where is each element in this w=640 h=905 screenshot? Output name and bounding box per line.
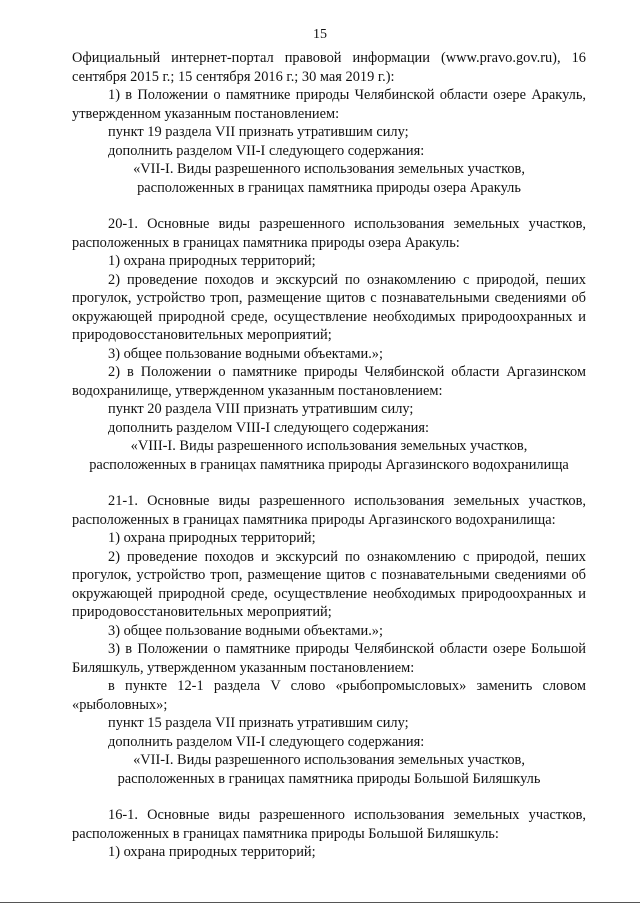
paragraph: 1) охрана природных территорий; [108, 253, 316, 269]
paragraph: дополнить разделом VII-I следующего содержания: [108, 733, 425, 750]
paragraph: 3) общее пользование водными объектами.»; [108, 622, 383, 639]
paragraph: 3) общее пользование водными объектами.»; [108, 345, 383, 362]
paragraph-spacer [72, 788, 586, 806]
paragraph: в пункте 12-1 раздела V слово «рыбопромысловых» заменить словом «рыболовных»; [72, 678, 586, 713]
section-heading-line: «VII-I. Виды разрешенного использования земельных участков, [133, 161, 525, 177]
section-heading-line: расположенных в границах памятника природы Большой Биляшкуль [117, 770, 541, 787]
paragraph: 1) охрана природных территорий; [108, 530, 316, 546]
paragraph: пункт 20 раздела VIII признать утратившим силу; [108, 401, 414, 417]
paragraph: дополнить разделом VII-I следующего содержания: [108, 142, 425, 159]
paragraph: 1) в Положении о памятнике природы Челябинской области озере Аракуль, утвержденном указанным постановлением: [72, 87, 586, 122]
page-bottom-rule [0, 902, 640, 903]
paragraph: 20-1. Основные виды разрешенного использования земельных участков, расположенных в границах памятника природы озера Аракуль: [72, 216, 586, 251]
paragraph: дополнить разделом VIII-I следующего содержания: [108, 419, 429, 436]
paragraph: 3) в Положении о памятнике природы Челябинской области озере Большой Биляшкуль, утвержденном указанным постановлением: [72, 641, 586, 676]
paragraph: пункт 15 раздела VII признать утратившим силу; [108, 715, 409, 731]
paragraph-spacer [72, 197, 586, 215]
section-heading-line: расположенных в границах памятника природы озера Аракуль [137, 179, 521, 196]
section-heading-line: «VII-I. Виды разрешенного использования земельных участков, [133, 752, 525, 768]
paragraph-spacer [72, 474, 586, 492]
paragraph: 21-1. Основные виды разрешенного использования земельных участков, расположенных в границах памятника природы Аргазинского водохранилища: [72, 493, 586, 528]
paragraph: Официальный интернет-портал правовой информации (www.pravo.gov.ru), 16 сентября 2015 г.; 15 сентября 2016 г.; 30 мая 2019 г.): [72, 50, 586, 85]
paragraph: 1) охрана природных территорий; [108, 844, 316, 860]
paragraph: 2) проведение походов и экскурсий по ознакомлению с природой, пеших прогулок, устройство троп, размещение щитов с познавательными сведениями об окружающей природной среде, осуществление необходимых природоохранных и природовосстановительных мероприятий; [72, 548, 586, 620]
paragraph: 2) проведение походов и экскурсий по ознакомлению с природой, пеших прогулок, устройство троп, размещение щитов с познавательными сведениями об окружающей природной среде, осуществление необходимых природоохранных и природовосстановительных мероприятий; [72, 271, 586, 343]
paragraph: пункт 19 раздела VII признать утратившим силу; [108, 124, 409, 140]
section-heading-line: «VIII-I. Виды разрешенного использования земельных участков, [130, 438, 528, 454]
section-heading-line: расположенных в границах памятника природы Аргазинского водохранилища [89, 456, 569, 473]
page-number: 15 [313, 27, 327, 42]
document-body [72, 49, 586, 862]
paragraph: 16-1. Основные виды разрешенного использования земельных участков, расположенных в границах памятника природы Большой Биляшкуль: [72, 807, 586, 842]
paragraph: 2) в Положении о памятнике природы Челябинской области Аргазинском водохранилище, утвержденном указанным постановлением: [72, 364, 586, 399]
